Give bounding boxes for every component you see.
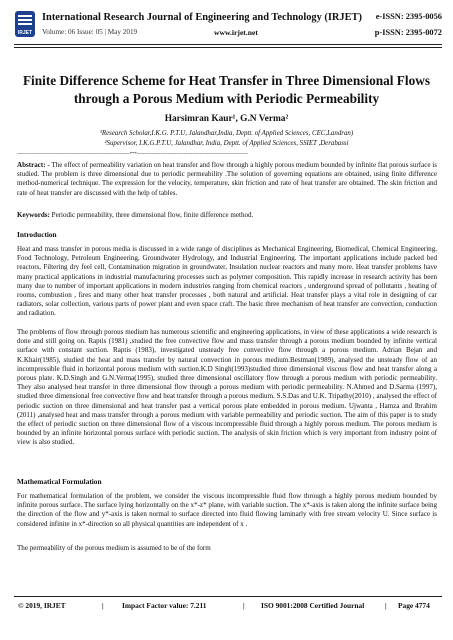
- section-separator: -----------------------------------------------------------------------------***----------------------------------------------------------------------------: [17, 152, 249, 157]
- journal-website-link[interactable]: www.irjet.net: [214, 28, 258, 37]
- footer-divider-2: |: [243, 601, 245, 610]
- affiliation-2: ²Supervisor, I.K.G.P.T.U, Jalandhar, India, Deptt. of Applied Sciences, SSIET ,Derabassi: [104, 140, 349, 147]
- footer-divider-3: |: [385, 601, 387, 610]
- e-issn: e-ISSN: 2395-0056: [375, 12, 442, 21]
- volume-issue: Volume: 06 Issue: 05 | May 2019: [42, 28, 138, 36]
- keywords: [17, 211, 437, 220]
- footer-copyright: © 2019, IRJET: [18, 601, 66, 610]
- math-formulation-paragraph: For mathematical formulation of the problem, we consider the viscous incompressible fluid flow through a highly porous medium bounded by infinite porous surface. The surface lying horizontally on the x*-z* plane, with variable suction. The x*-axis is taken along the infinite surface being the direction of the flow and y*-axis is taken normal to surface directed into fluid flowing laminarly with free stream velocity U. Since surface is considered infinite in x*-direction so all physical quantities are independent of x .: [17, 492, 437, 528]
- paper-title: Finite Difference Scheme for Heat Transfer in Three Dimensional Flows through a Porous Medium with Periodic Permeability: [22, 73, 431, 106]
- header-rule: [14, 44, 442, 45]
- journal-name: International Research Journal of Engineering and Technology (IRJET): [42, 12, 362, 23]
- footer-page-number: Page 4774: [398, 601, 430, 610]
- introduction-paragraph-1: Heat and mass transfer in porous media is discussed in a wide range of disciplines as Mechanical Engineering, Biomedical, Chemical Engineering, Food Technology, Petroleum Engineering, Groundwater Hydrology, and Industrial Engineering. The important applications include packed bed reactors, Filtering dry feel cell, Contamination migration in groundwater, Insulation nuclear reactors and many more. Heat transfer problems have many practical applications in industrial manufacturing processes such as polymer composition. This rapidly increase in research activity has been many due to number of important applications in modern industries ranging from chemical reactors , underground spread of pollutants , heating of rooms, combustion , fires and many other heat transfer processes , both natural and artificial. Heat transfer plays a vital role in designing of car radiators, solar collection, various parts of power plant and even space craft. The basic three mechanism of heat transfer are convection, conduction and radiation.: [17, 245, 437, 318]
- introduction-heading: Introduction: [17, 230, 57, 239]
- math-formulation-heading: Mathematical Formulation: [17, 477, 102, 486]
- footer-divider-1: |: [102, 601, 104, 610]
- keywords-text: Periodic permeability, three dimensional flow, finite difference method.: [49, 211, 254, 219]
- footer-rule: [14, 596, 442, 597]
- abstract-label: Abstract: -: [17, 161, 50, 169]
- permeability-sentence: The permeability of the porous medium is assumed to be of the form: [17, 544, 211, 552]
- keywords-label: Keywords:: [17, 211, 50, 219]
- abstract-text: The effect of permeability variation on heat transfer and flow through a highly porous medium bounded by infinite flat porous surface is studied. The problem is three dimensional due to periodic permeability .The solution of governing equations are obtained, using finite difference method-numerical technique. The expression for the velocity, temperature, skin friction and rate of heat transfer are obtained. The skin friction and rate of heat transfer are discussed with the help of tables.: [17, 161, 437, 197]
- affiliation-1: ¹Research Scholar,I.K.G. P.T.U, Jalandhar,India, Deptt. of Applied Sciences, CEC,Landran): [99, 130, 354, 137]
- irjet-logo: [14, 10, 36, 38]
- header-rule-2: [14, 47, 442, 48]
- logo-text: IRJET: [17, 30, 33, 36]
- authors: Harsimran Kaur¹, G.N Verma²: [164, 114, 289, 124]
- footer-impact-factor: Impact Factor value: 7.211: [122, 601, 207, 610]
- footer-iso: ISO 9001:2008 Certified Journal: [261, 601, 365, 610]
- introduction-paragraph-2: The problems of flow through porous medium has numerous scientific and engineering applications, in view of these applications a wide research is done and still going on. Raptis (1981) ,studied the free convective flow and mass transfer through a porous medium bounded by infinite vertical surface with constant suction. Raptis (1983), investigated unsteady free convective flow through a porous medium. Adrian Bejan and K.Khair(1985), studied the heat and mass transfer by natural convection in porous medium.Bestman(1989), analysed the unsteady flow of an incompressible fluid in horizontal porous medium with suction.K.D Singh(1993)studied three dimensional viscous flow and heat transfer along a porous plate. K.D.Singh and G.N.Verma(1995), studied three dimensional oscillatory flow through a porous medium with periodic permeability. They also analysed heat transfer in three dimensional flow through a porous medium with periodic permeability. N.Ahmed and D.Sarma (1997), studied three dimensional free convective flow and heat transfer through a porous medium. S.S.Das and U.K. Tripathy(2010) , analysed the effect of periodic suction on three dimensional and heat transfer past a vertical porous plate embedded in porous medium. Ujwanta , Hamza and Ibrahim (2011) ,analysed heat and mass transfer through a porous medium with variable permeability and periodic suction. The aim of this paper is to study the effect of periodic suction on three dimensional flow of a viscous incompressible fluid through a highly porous medium. The porous medium is bounded by an infinite horizontal porous surface with periodic suction. The analysis of skin friction which is very important from industry point of view is also studied.: [17, 328, 437, 447]
- abstract: [17, 161, 437, 198]
- journal-header: [14, 10, 442, 48]
- p-issn: p-ISSN: 2395-0072: [374, 28, 442, 37]
